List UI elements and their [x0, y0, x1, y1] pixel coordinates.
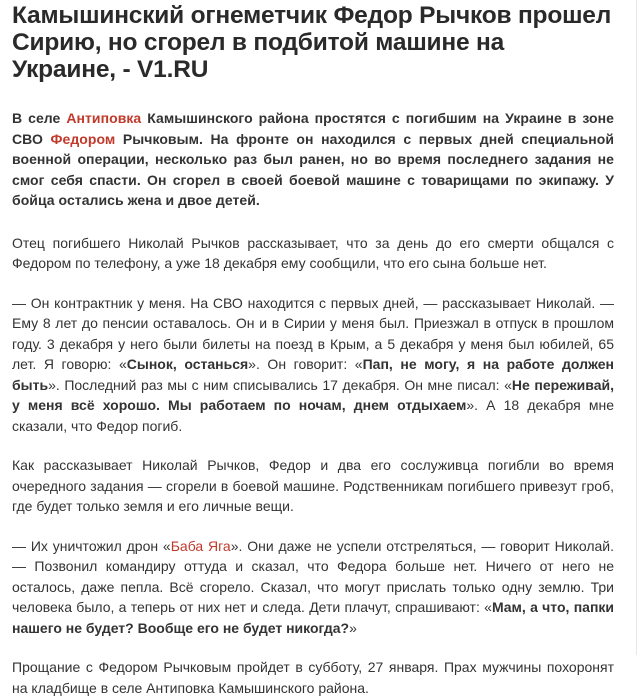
lead-text-3: Рычковым. На фронте он находился с первых дней специальной военной операции, несколько раз был ранен, но во время последнего задания не смог себя спасти. Он сгорел в своей боевой машине с товарищами по экипажу. У бойца остались жена и двое детей.: [12, 130, 614, 208]
article-headline: Камышинский огнеметчик Федор Рычков прошел Сирию, но сгорел в подбитой машине на Украине, - V1.RU: [12, 2, 612, 83]
drone-text-1: — Их уничтожил дрон «: [12, 537, 171, 554]
quote-text-4: ». А 18 декабря мне сказали, что Федор погиб.: [12, 397, 614, 434]
paragraph-funeral: Прощание с Федором Рычковым пройдет в субботу, 27 января. Прах мужчины похоронят на кладбище в селе Антиповка Камышинского района.: [12, 659, 614, 696]
lead-text-1: В селе: [12, 110, 67, 126]
quote-text-2: ». Он говорит: «: [248, 356, 363, 372]
drone-bold-1: Мам, а что, папки нашего не будет? Вообще его не будет никогда?: [12, 599, 615, 636]
paragraph-father-quote: [12, 293, 614, 437]
paragraph-drone: [12, 536, 614, 639]
drone-text-3: »: [349, 619, 357, 636]
paragraph-father-call: Отец погибшего Николай Рычков рассказывает, что за день до его смерти общался с Федором по телефону, а уже 18 декабря ему сообщили, что его сына больше нет.: [12, 234, 614, 271]
link-antipovka[interactable]: Антиповка: [66, 110, 142, 126]
article-lead: [12, 108, 614, 211]
quote-bold-2: Пап, не могу, я на работе должен быть: [12, 356, 614, 393]
quote-bold-3: Не переживай, у меня всё хорошо. Мы работаем по ночам, днем отдыхаем: [12, 376, 614, 413]
link-fedor[interactable]: Федором: [50, 130, 116, 147]
drone-text-2: ». Они даже не успели отстреляться, — говорит Николай. — Позвонил командиру оттуда и сказал, что Федора больше нет. Ничего от него не осталось, даже пепла. Всё сгорело. Сказал, что могут прислать только одну землю. Три человека было, а теперь от них нет и следа. Дети плачут, спрашивают: «: [12, 537, 614, 615]
quote-bold-1: Сынок, останься: [126, 356, 249, 372]
paragraph-circumstances: Как рассказывает Николай Рычков, Федор и два его сослуживца погибли во время очередного задания — сгорели в боевой машине. Родственникам погибшего привезут гроб, где будет только земля и его личные вещи.: [12, 457, 614, 514]
quote-text-1: — Он контрактник у меня. На СВО находится с первых дней, — рассказывает Николай. — Ему 8 лет до пенсии оставалось. Он и в Сирии у меня был. Приезжал в отпуск в прошлом году. 3 декабря у него были билеты на поезд в Крым, а 5 декабря у меня был юбилей, 65 лет. Я говорю: «: [12, 294, 614, 372]
lead-text-2: Камышинского района простятся с погибшим на Украине в зоне СВО: [12, 110, 614, 147]
link-baba-yaga[interactable]: Баба Яга: [170, 537, 231, 554]
quote-text-3: ». Последний раз мы с ним списывались 17 декабря. Он мне писал: «: [48, 376, 512, 393]
